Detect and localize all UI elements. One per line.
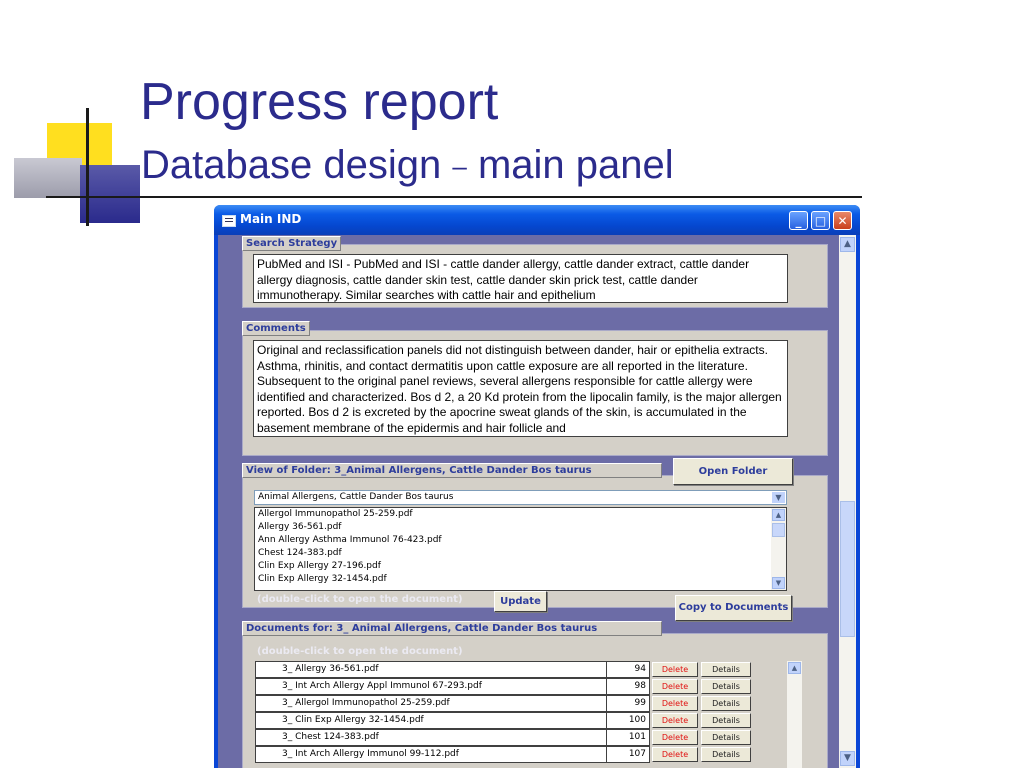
list-item[interactable]: Clin Exp Allergy 27-196.pdf bbox=[258, 561, 381, 571]
list-item[interactable]: Chest 124-383.pdf bbox=[258, 548, 342, 558]
document-name[interactable]: 3_ Int Arch Allergy Immunol 99-112.pdf bbox=[255, 746, 607, 763]
file-list-scrollbar[interactable] bbox=[771, 508, 786, 590]
scroll-up-icon[interactable]: ▲ bbox=[840, 237, 855, 252]
documents-scrollbar[interactable] bbox=[787, 661, 802, 768]
details-button[interactable]: Details bbox=[701, 696, 751, 711]
copy-to-documents-button[interactable]: Copy to Documents bbox=[675, 595, 792, 621]
delete-button[interactable]: Delete bbox=[652, 696, 698, 711]
subtitle-dash: – bbox=[452, 151, 467, 181]
main-ind-window bbox=[214, 205, 860, 768]
table-row[interactable] bbox=[255, 729, 785, 746]
scroll-down-icon[interactable]: ▼ bbox=[772, 577, 785, 589]
close-button[interactable]: ✕ bbox=[833, 211, 852, 230]
scroll-up-icon[interactable]: ▲ bbox=[788, 662, 801, 674]
details-button[interactable]: Details bbox=[701, 662, 751, 677]
search-strategy-textbox[interactable]: PubMed and ISI - PubMed and ISI - cattle dander allergy, cattle dander extract, cattle dander allergy diagnosis, cattle dander skin test, cattle dander skin prick test, cattle dander immunotherapy. Similar searches with cattle hair and epithelium bbox=[253, 254, 788, 303]
decor-horizontal-line bbox=[46, 196, 862, 198]
update-button[interactable]: Update bbox=[494, 591, 547, 612]
document-name[interactable]: 3_ Clin Exp Allergy 32-1454.pdf bbox=[255, 712, 607, 729]
delete-button[interactable]: Delete bbox=[652, 713, 698, 728]
comments-label: Comments bbox=[242, 321, 310, 336]
scroll-thumb[interactable] bbox=[840, 501, 855, 637]
document-id: 100 bbox=[606, 712, 650, 729]
search-strategy-label: Search Strategy bbox=[242, 236, 341, 251]
scroll-down-icon[interactable]: ▼ bbox=[840, 751, 855, 766]
table-row[interactable] bbox=[255, 712, 785, 729]
delete-button[interactable]: Delete bbox=[652, 679, 698, 694]
maximize-button[interactable]: □ bbox=[811, 211, 830, 230]
comments-textbox[interactable]: Original and reclassification panels did not distinguish between dander, hair or epithelia extracts. Asthma, rhinitis, and contact dermatitis upon cattle exposure are all reported in the literature. Subsequent to the original panel reviews, several allergens responsible for cattle allergy were identified and characterized. Bos d 2, a 20 Kd protein from the lipocalin family, is the major allergen reported. Bos d 2 is excreted by the apocrine sweat glands of the skin, is accumulated in the basement membrane of the epidermis and hair follicle and bbox=[253, 340, 788, 437]
list-item[interactable]: Allergol Immunopathol 25-259.pdf bbox=[258, 509, 413, 519]
form-client-area bbox=[218, 235, 856, 768]
document-id: 101 bbox=[606, 729, 650, 746]
folder-hint: (double-click to open the document) bbox=[257, 594, 463, 605]
document-id: 94 bbox=[606, 661, 650, 678]
scroll-thumb[interactable] bbox=[772, 523, 785, 537]
document-id: 99 bbox=[606, 695, 650, 712]
delete-button[interactable]: Delete bbox=[652, 730, 698, 745]
folder-combobox-value: Animal Allergens, Cattle Dander Bos taurus bbox=[258, 492, 454, 502]
document-name[interactable]: 3_ Int Arch Allergy Appl Immunol 67-293.pdf bbox=[255, 678, 607, 695]
chevron-down-icon[interactable]: ▼ bbox=[772, 492, 785, 503]
delete-button[interactable]: Delete bbox=[652, 747, 698, 762]
folder-label: View of Folder: 3_Animal Allergens, Cattle Dander Bos taurus bbox=[242, 463, 662, 478]
list-item[interactable]: Ann Allergy Asthma Immunol 76-423.pdf bbox=[258, 535, 442, 545]
subtitle-part1: Database design bbox=[141, 143, 442, 187]
decor-blue-square bbox=[80, 165, 140, 223]
document-name[interactable]: 3_ Allergy 36-561.pdf bbox=[255, 661, 607, 678]
table-row[interactable] bbox=[255, 695, 785, 712]
documents-label: Documents for: 3_ Animal Allergens, Cattle Dander Bos taurus bbox=[242, 621, 662, 636]
details-button[interactable]: Details bbox=[701, 747, 751, 762]
table-row[interactable] bbox=[255, 678, 785, 695]
details-button[interactable]: Details bbox=[701, 713, 751, 728]
window-titlebar[interactable] bbox=[214, 205, 860, 235]
decor-gray-square bbox=[14, 158, 82, 198]
subtitle-part2: main panel bbox=[477, 143, 674, 187]
documents-hint: (double-click to open the document) bbox=[257, 646, 463, 657]
document-id: 107 bbox=[606, 746, 650, 763]
document-name[interactable]: 3_ Chest 124-383.pdf bbox=[255, 729, 607, 746]
slide-title: Progress report bbox=[140, 73, 499, 131]
details-button[interactable]: Details bbox=[701, 730, 751, 745]
folder-combobox[interactable] bbox=[254, 490, 787, 505]
scroll-up-icon[interactable]: ▲ bbox=[772, 509, 785, 521]
list-item[interactable]: Allergy 36-561.pdf bbox=[258, 522, 342, 532]
slide-subtitle bbox=[141, 140, 674, 194]
folder-file-list[interactable] bbox=[254, 507, 787, 591]
table-row[interactable] bbox=[255, 661, 785, 678]
window-scrollbar[interactable] bbox=[839, 235, 856, 768]
table-row[interactable] bbox=[255, 746, 785, 763]
document-name[interactable]: 3_ Allergol Immunopathol 25-259.pdf bbox=[255, 695, 607, 712]
form-icon bbox=[222, 215, 236, 227]
documents-table bbox=[255, 661, 798, 768]
delete-button[interactable]: Delete bbox=[652, 662, 698, 677]
window-title: Main IND bbox=[240, 212, 302, 226]
minimize-button[interactable]: _ bbox=[789, 211, 808, 230]
details-button[interactable]: Details bbox=[701, 679, 751, 694]
document-id: 98 bbox=[606, 678, 650, 695]
open-folder-button[interactable]: Open Folder bbox=[673, 458, 793, 485]
decor-vertical-line bbox=[86, 108, 89, 226]
list-item[interactable]: Clin Exp Allergy 32-1454.pdf bbox=[258, 574, 387, 584]
